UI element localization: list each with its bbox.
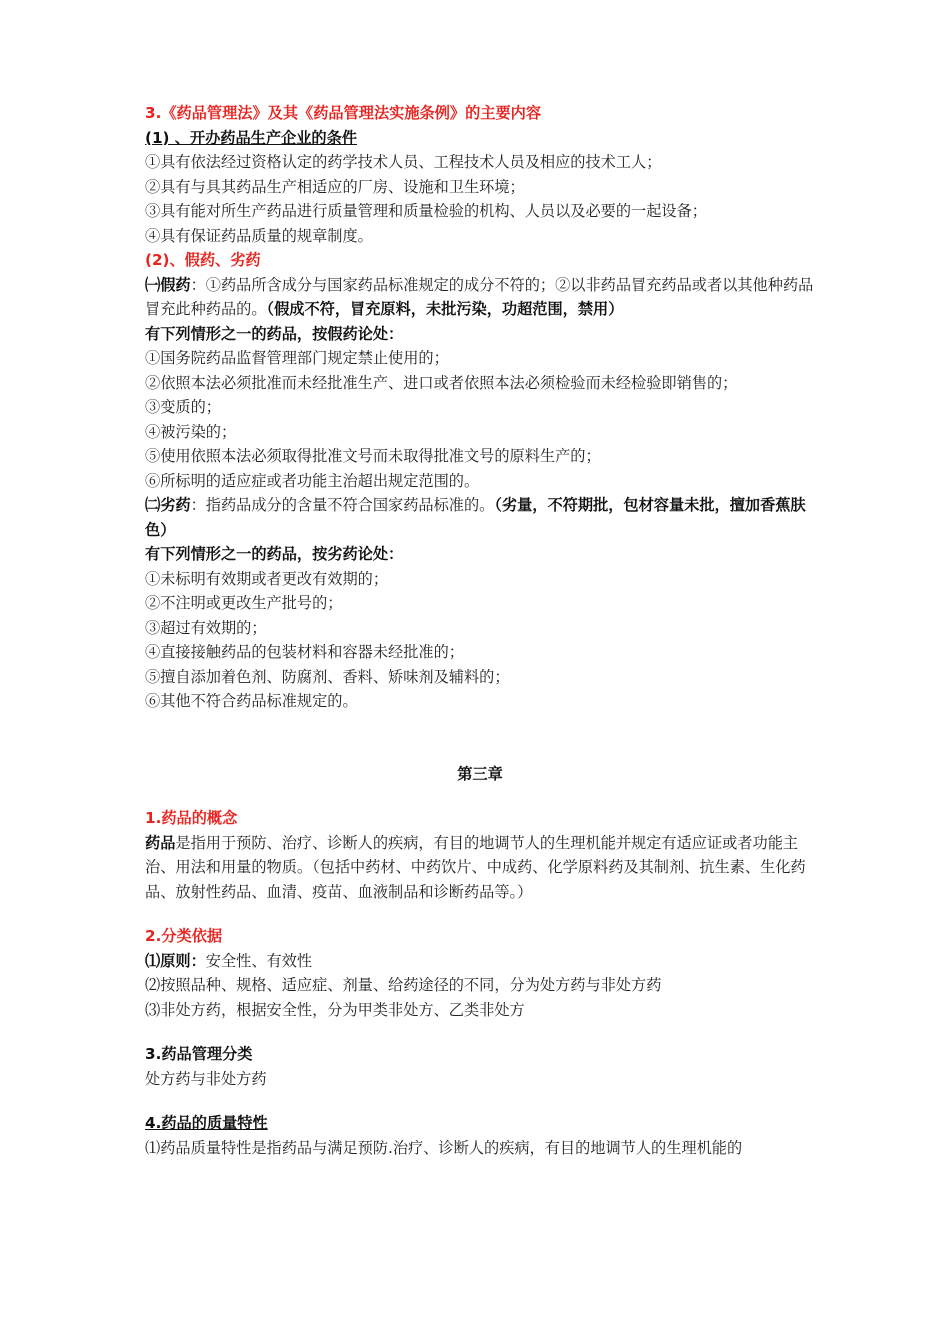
quality-characteristics-text: ⑴药品质量特性是指药品与满足预防.治疗、诊断人的疾病，有目的地调节人的生理机能的: [145, 1138, 743, 1157]
list-item: ②不注明或更改生产批号的；: [145, 594, 343, 612]
drug-term: 药品: [145, 833, 176, 852]
list-item: ④直接接触药品的包装材料和容器未经批准的；: [145, 643, 464, 661]
chapter-title: 第三章: [457, 764, 503, 783]
inferior-drug-mnemonic: （劣量，不符期批，包材容量未批，擅加香蕉肤色）: [145, 496, 806, 539]
fake-drug-text: ：①药品所含成分与国家药品标准规定的成分不符的；②以非药品冒充药品或者以其他种药品冒充此种药品的。: [145, 275, 814, 318]
management-classification-text: 处方药与非处方药: [145, 1069, 267, 1088]
fake-drug-label: ㈠假药: [145, 275, 191, 294]
inferior-drug-definition: [145, 493, 815, 542]
list-item: ⑥所标明的适应症或者功能主治超出规定范围的。: [145, 471, 480, 490]
list-item: ⑥其他不符合药品标准规定的。: [145, 692, 358, 710]
list-item: ④被污染的；: [145, 422, 237, 441]
list-item: ④具有保证药品质量的规章制度。: [145, 226, 373, 245]
list-item: ⑶非处方药，根据安全性，分为甲类非处方、乙类非处方: [145, 1000, 525, 1019]
document-page: [145, 101, 815, 1160]
subsection-title-enterprise-conditions: (1) 、开办药品生产企业的条件: [145, 128, 357, 147]
principle-label: ⑴原则：: [145, 951, 206, 970]
list-item: ①未标明有效期或者更改有效期的；: [145, 569, 388, 588]
list-item: [145, 949, 815, 974]
subsection-title-fake-inferior: (2)、假药、劣药: [145, 251, 261, 269]
section-title-quality-characteristics: 4.药品的质量特性: [145, 1114, 268, 1132]
list-item: ②依照本法必须批准而未经批准生产、进口或者依照本法必须检验而未经检验即销售的；: [145, 373, 738, 392]
list-item: ③超过有效期的；: [145, 618, 267, 637]
list-item: ③变质的；: [145, 398, 221, 416]
section-title-drug-concept: 1.药品的概念: [145, 809, 238, 827]
section-title-classification-basis: 2.分类依据: [145, 927, 223, 945]
fake-cases-title: 有下列情形之一的药品，按假药论处：: [145, 324, 404, 343]
fake-drug-mnemonic: （假成不符，冒充原料，未批污染，功超范围，禁用）: [266, 300, 624, 318]
section-title-law: 3.《药品管理法》及其《药品管理法实施条例》的主要内容: [145, 104, 542, 122]
section-title-management-classification: 3.药品管理分类: [145, 1045, 253, 1063]
inferior-drug-text: ：指药品成分的含量不符合国家药品标准的。: [190, 496, 495, 514]
principle-text: 安全性、有效性: [205, 951, 313, 970]
fake-drug-definition: [145, 273, 815, 322]
inferior-drug-label: ㈡劣药: [145, 496, 191, 514]
list-item: ③具有能对所生产药品进行质量管理和质量检验的机构、人员以及必要的一起设备；: [145, 202, 707, 220]
drug-concept-paragraph: [145, 831, 815, 905]
list-item: ⑤擅自添加着色剂、防腐剂、香料、矫味剂及辅料的；: [145, 667, 510, 686]
list-item: ⑵按照品种、规格、适应症、剂量、给药途径的不同，分为处方药与非处方药: [145, 976, 662, 994]
list-item: ①具有依法经过资格认定的药学技术人员、工程技术人员及相应的技术工人；: [145, 153, 662, 171]
drug-concept-text: 是指用于预防、治疗、诊断人的疾病，有目的地调节人的生理机能并规定有适应证或者功能主治、用法和用量的物质。（包括中药材、中药饮片、中成药、化学原料药及其制剂、抗生素、生化药品、放射性药品、血清、疫苗、血液制品和诊断药品等。）: [145, 833, 806, 901]
list-item: ②具有与具其药品生产相适应的厂房、设施和卫生环境；: [145, 177, 525, 196]
inferior-cases-title: 有下列情形之一的药品，按劣药论处：: [145, 545, 404, 563]
list-item: ⑤使用依照本法必须取得批准文号而未取得批准文号的原料生产的；: [145, 447, 601, 465]
list-item: ①国务院药品监督管理部门规定禁止使用的；: [145, 349, 449, 367]
